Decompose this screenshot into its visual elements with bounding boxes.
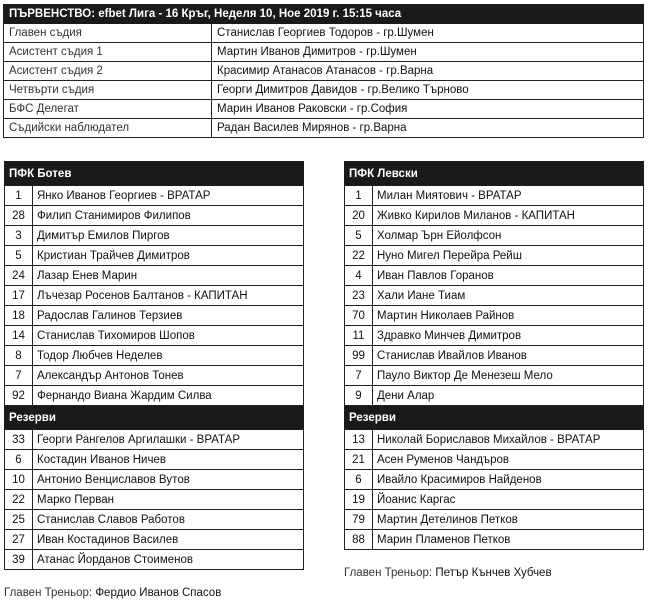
official-row <box>4 62 644 81</box>
official-row <box>4 43 644 62</box>
player-name: Пауло Виктор Де Менезеш Мело <box>373 366 644 386</box>
player-row <box>5 386 304 406</box>
player-row <box>345 470 644 490</box>
player-name: Иван Костадинов Василев <box>33 530 304 550</box>
player-number: 88 <box>345 530 373 550</box>
player-name: Марин Пламенов Петков <box>373 530 644 550</box>
player-name: Хали Иане Тиам <box>373 286 644 306</box>
official-name: Красимир Атанасов Атанасов - гр.Варна <box>212 62 644 81</box>
player-number: 7 <box>345 366 373 386</box>
player-row <box>345 206 644 226</box>
player-number: 20 <box>345 206 373 226</box>
player-number: 17 <box>5 286 33 306</box>
home-team-table <box>4 161 304 570</box>
player-row <box>5 470 304 490</box>
official-role: БФС Делегат <box>4 100 212 119</box>
player-name: Станислав Славов Работов <box>33 510 304 530</box>
player-number: 5 <box>5 246 33 266</box>
player-number: 19 <box>345 490 373 510</box>
player-number: 7 <box>5 366 33 386</box>
player-name: Радослав Галинов Терзиев <box>33 306 304 326</box>
player-row <box>5 550 304 570</box>
officials-table <box>3 4 644 138</box>
official-name: Радан Василев Мирянов - гр.Варна <box>212 119 644 138</box>
player-row <box>5 206 304 226</box>
player-number: 23 <box>345 286 373 306</box>
subs-header: Резерви <box>345 406 644 430</box>
player-number: 9 <box>345 386 373 406</box>
player-row <box>5 490 304 510</box>
player-name: Холмар Ърн Ейолфсон <box>373 226 644 246</box>
player-row <box>345 226 644 246</box>
player-name: Марко Перван <box>33 490 304 510</box>
player-row <box>345 306 644 326</box>
player-number: 70 <box>345 306 373 326</box>
player-number: 25 <box>5 510 33 530</box>
player-name: Тодор Любчев Неделев <box>33 346 304 366</box>
player-number: 11 <box>345 326 373 346</box>
player-number: 28 <box>5 206 33 226</box>
away-team-table <box>344 161 644 550</box>
official-row <box>4 24 644 43</box>
match-header <box>4 5 644 24</box>
player-name: Асен Руменов Чандъров <box>373 450 644 470</box>
player-number: 92 <box>5 386 33 406</box>
player-number: 21 <box>345 450 373 470</box>
player-number: 13 <box>345 430 373 450</box>
player-row <box>345 490 644 510</box>
player-number: 18 <box>5 306 33 326</box>
player-number: 6 <box>345 470 373 490</box>
player-name: Филип Станимиров Филипов <box>33 206 304 226</box>
match-title-prefix: ПЪРВЕНСТВО: <box>9 8 96 20</box>
official-name: Станислав Георгиев Тодоров - гр.Шумен <box>212 24 644 43</box>
player-row <box>5 326 304 346</box>
player-row <box>345 266 644 286</box>
player-number: 14 <box>5 326 33 346</box>
player-row <box>345 430 644 450</box>
player-row <box>345 386 644 406</box>
player-row <box>345 346 644 366</box>
official-row <box>4 81 644 100</box>
away-team-name: ПФК Левски <box>345 162 644 186</box>
home-coach <box>4 587 221 599</box>
player-name: Дени Алар <box>373 386 644 406</box>
player-number: 8 <box>5 346 33 366</box>
away-coach-label: Главен Треньор: <box>344 567 433 579</box>
player-name: Атанас Йорданов Стоименов <box>33 550 304 570</box>
player-row <box>345 286 644 306</box>
player-name: Мартин Детелинов Петков <box>373 510 644 530</box>
player-row <box>345 530 644 550</box>
player-name: Лъчезар Росенов Балтанов - КАПИТАН <box>33 286 304 306</box>
home-coach-label: Главен Треньор: <box>4 587 93 599</box>
player-name: Иван Павлов Горанов <box>373 266 644 286</box>
official-row <box>4 100 644 119</box>
player-name: Станислав Ивайлов Иванов <box>373 346 644 366</box>
player-row <box>5 186 304 206</box>
player-number: 24 <box>5 266 33 286</box>
player-number: 3 <box>5 226 33 246</box>
player-name: Антонио Венциславов Вутов <box>33 470 304 490</box>
player-name: Николай Бориславов Михайлов - ВРАТАР <box>373 430 644 450</box>
player-number: 6 <box>5 450 33 470</box>
player-name: Фернандо Виана Жардим Силва <box>33 386 304 406</box>
home-coach-name: Фердио Иванов Спасов <box>95 587 222 599</box>
player-row <box>345 246 644 266</box>
player-number: 10 <box>5 470 33 490</box>
player-number: 22 <box>345 246 373 266</box>
player-row <box>345 366 644 386</box>
player-number: 1 <box>5 186 33 206</box>
player-name: Живко Кирилов Миланов - КАПИТАН <box>373 206 644 226</box>
official-name: Мартин Иванов Димитров - гр.Шумен <box>212 43 644 62</box>
away-coach <box>344 567 552 579</box>
player-name: Димитър Емилов Пиргов <box>33 226 304 246</box>
player-number: 1 <box>345 186 373 206</box>
player-number: 22 <box>5 490 33 510</box>
player-name: Здравко Минчев Димитров <box>373 326 644 346</box>
player-row <box>5 226 304 246</box>
player-name: Кристиан Трайчев Димитров <box>33 246 304 266</box>
player-row <box>345 510 644 530</box>
player-name: Нуно Мигел Перейра Рейш <box>373 246 644 266</box>
player-row <box>5 266 304 286</box>
player-name: Костадин Иванов Ничев <box>33 450 304 470</box>
official-role: Асистент съдия 1 <box>4 43 212 62</box>
player-name: Станислав Тихомиров Шопов <box>33 326 304 346</box>
player-name: Мартин Николаев Райнов <box>373 306 644 326</box>
official-row <box>4 119 644 138</box>
player-name: Георги Рангелов Аргилашки - ВРАТАР <box>33 430 304 450</box>
player-row <box>5 530 304 550</box>
player-row <box>345 450 644 470</box>
official-role: Четвърти съдия <box>4 81 212 100</box>
player-name: Ивайло Красимиров Найденов <box>373 470 644 490</box>
home-team-name: ПФК Ботев <box>5 162 304 186</box>
player-row <box>5 430 304 450</box>
official-role: Асистент съдия 2 <box>4 62 212 81</box>
official-name: Марин Иванов Раковски - гр.София <box>212 100 644 119</box>
official-role: Главен съдия <box>4 24 212 43</box>
player-row <box>5 246 304 266</box>
player-name: Янко Иванов Георгиев - ВРАТАР <box>33 186 304 206</box>
player-row <box>345 326 644 346</box>
player-row <box>5 286 304 306</box>
player-row <box>5 306 304 326</box>
player-row <box>345 186 644 206</box>
player-number: 27 <box>5 530 33 550</box>
player-number: 33 <box>5 430 33 450</box>
player-name: Лазар Енев Марин <box>33 266 304 286</box>
player-name: Милан Миятович - ВРАТАР <box>373 186 644 206</box>
player-row <box>5 366 304 386</box>
official-name: Георги Димитров Давидов - гр.Велико Търново <box>212 81 644 100</box>
away-coach-name: Петър Кънчев Хубчев <box>435 567 552 579</box>
official-role: Съдийски наблюдател <box>4 119 212 138</box>
match-title: efbet Лига - 16 Кръг, Неделя 10, Ное 2019 г. 15:15 часа <box>95 8 402 20</box>
player-number: 99 <box>345 346 373 366</box>
player-row <box>5 510 304 530</box>
player-number: 79 <box>345 510 373 530</box>
player-name: Йоанис Каргас <box>373 490 644 510</box>
player-row <box>5 346 304 366</box>
player-number: 4 <box>345 266 373 286</box>
player-row <box>5 450 304 470</box>
player-name: Александър Антонов Тонев <box>33 366 304 386</box>
subs-header: Резерви <box>5 406 304 430</box>
player-number: 39 <box>5 550 33 570</box>
player-number: 5 <box>345 226 373 246</box>
